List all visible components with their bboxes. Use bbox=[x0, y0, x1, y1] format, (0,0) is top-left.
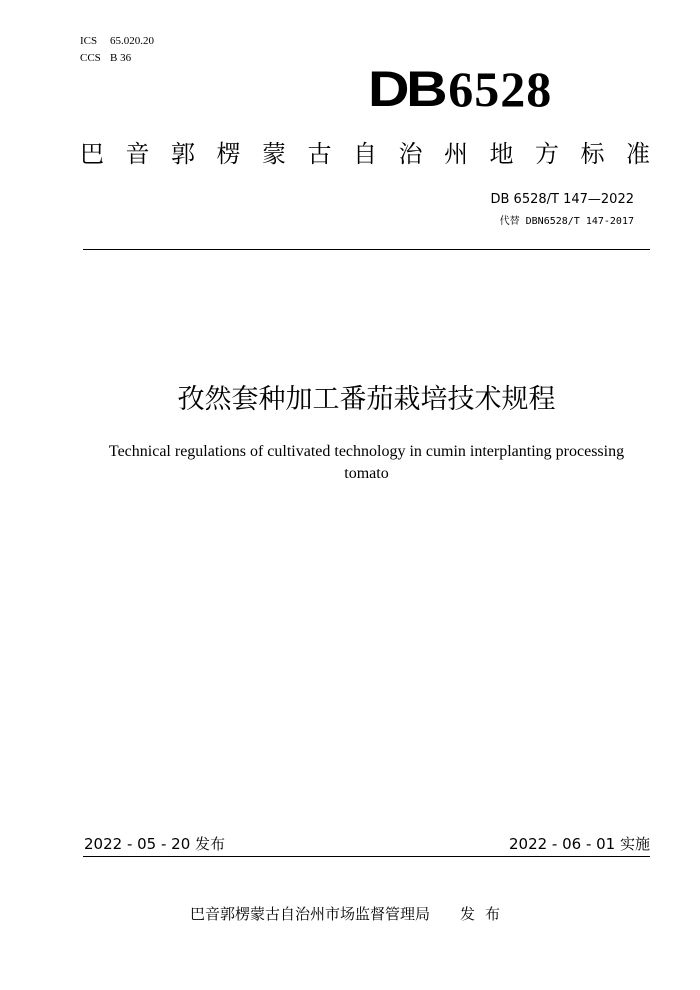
footer-divider bbox=[83, 856, 650, 857]
authority-char: 郭 bbox=[171, 140, 195, 168]
header-divider bbox=[83, 249, 650, 250]
authority-char: 巴 bbox=[80, 140, 104, 168]
authority-char: 州 bbox=[444, 140, 468, 168]
authority-char: 准 bbox=[626, 140, 650, 168]
publish-date: 2022 - 05 - 20 发布 bbox=[84, 835, 226, 853]
authority-char: 自 bbox=[353, 140, 377, 168]
ics-row bbox=[80, 33, 154, 50]
classification-codes bbox=[80, 33, 154, 67]
authority-char: 治 bbox=[398, 140, 423, 168]
authority-char: 标 bbox=[580, 140, 605, 168]
ics-label: ICS bbox=[80, 35, 98, 47]
ccs-value: B 36 bbox=[110, 52, 132, 64]
logo-number: 6528 bbox=[448, 61, 553, 117]
logo-letters: DB bbox=[368, 61, 445, 117]
document-title-chinese: 孜然套种加工番茄栽培技术规程 bbox=[177, 384, 556, 415]
authority-char: 方 bbox=[535, 140, 559, 168]
authority-char: 楞 bbox=[216, 140, 241, 168]
ics-value: 65.020.20 bbox=[110, 35, 154, 47]
issuer-line bbox=[190, 903, 510, 925]
authority-char: 地 bbox=[489, 140, 514, 168]
document-title-english: Technical regulations of cultivated technology in cumin interplanting processing tomato bbox=[108, 443, 625, 482]
replaces-standard: 代替 DBN6528/T 147-2017 bbox=[499, 216, 634, 227]
authority-char: 音 bbox=[125, 140, 150, 168]
issuer-name: 巴音郭楞蒙古自治州市场监督管理局 bbox=[190, 905, 431, 923]
authority-char: 古 bbox=[307, 140, 332, 168]
ccs-label: CCS bbox=[80, 52, 101, 64]
db-logo bbox=[368, 60, 552, 118]
standard-number: DB 6528/T 147—2022 bbox=[490, 192, 634, 207]
ccs-row bbox=[80, 50, 154, 67]
implement-date: 2022 - 06 - 01 实施 bbox=[508, 835, 650, 853]
issue-word: 发布 bbox=[460, 905, 511, 923]
authority-char: 蒙 bbox=[262, 140, 286, 168]
standard-authority-title bbox=[80, 138, 650, 170]
